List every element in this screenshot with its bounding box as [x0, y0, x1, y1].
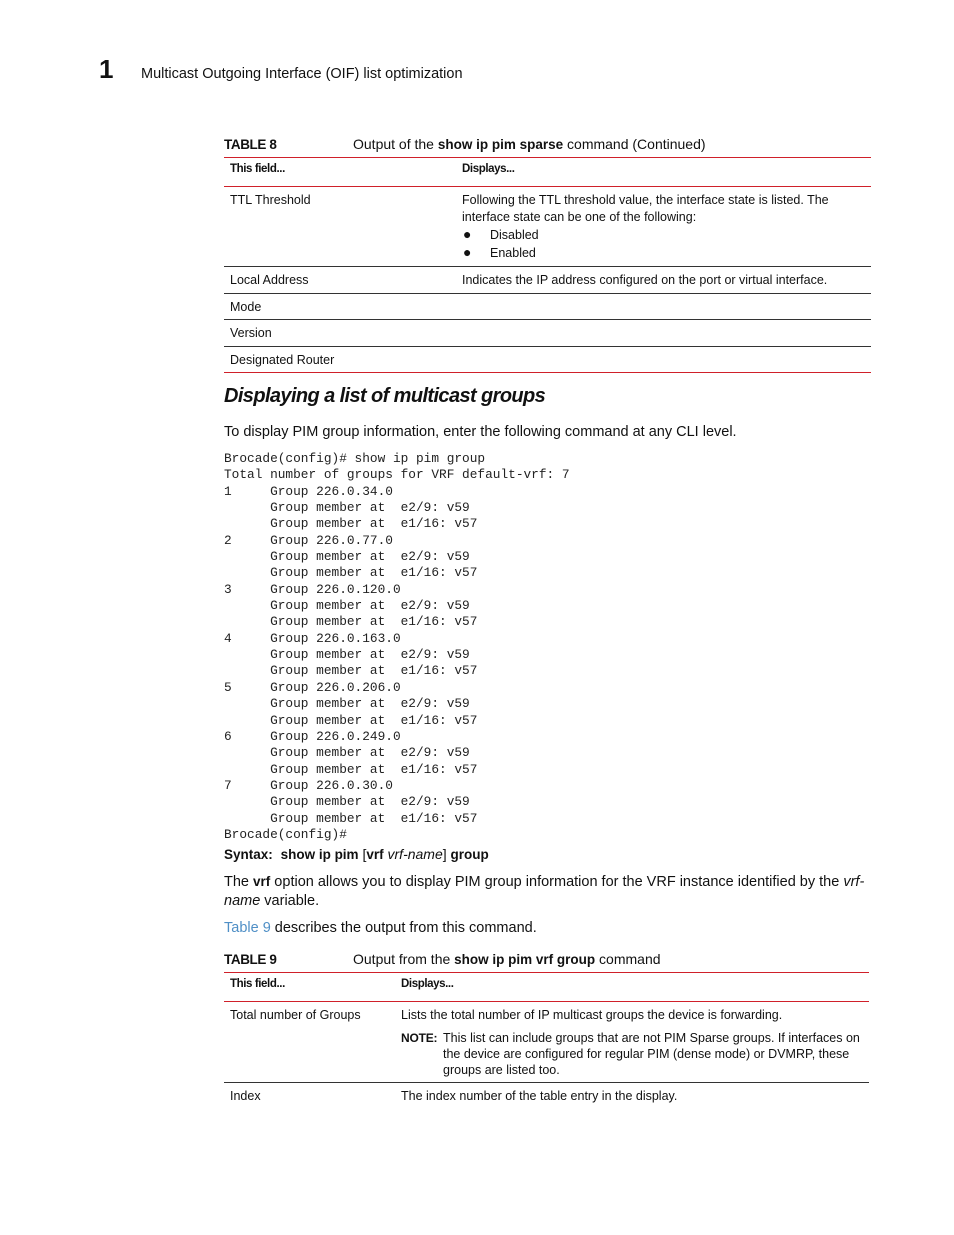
- syntax-vrf-name: vrf-name: [387, 846, 443, 862]
- table-row: [224, 1002, 869, 1083]
- vrf-paragraph-pre: The: [224, 874, 254, 890]
- list-item-label: Enabled: [490, 246, 536, 260]
- table-reference-paragraph: [224, 919, 869, 938]
- bullet-icon: ●: [463, 226, 472, 242]
- vrf-name-variable: vrf-name: [224, 874, 865, 909]
- table-row: [224, 346, 871, 373]
- note-label: NOTE:: [401, 1030, 438, 1045]
- cli-line: 4 Group 226.0.163.0: [224, 630, 401, 646]
- table8-caption-post: command (Continued): [563, 136, 706, 152]
- bullet-icon: ●: [463, 244, 472, 260]
- cli-line: Group member at e1/16: v57: [224, 761, 478, 777]
- cli-line: Group member at e1/16: v57: [224, 810, 478, 826]
- table8-caption-pre: Output of the: [353, 136, 438, 152]
- syntax-bracket-close: ]: [442, 846, 447, 862]
- cli-line: Group member at e1/16: v57: [224, 712, 478, 728]
- table8-col-displays: Displays...: [456, 158, 871, 187]
- syntax-vrf-keyword: vrf: [366, 847, 384, 862]
- vrf-paragraph-post: variable.: [260, 893, 320, 909]
- cli-line: Group member at e2/9: v59: [224, 549, 470, 565]
- syntax-command: show ip pim: [280, 847, 359, 862]
- table9-display-cell: [395, 1002, 869, 1083]
- table9-display: Lists the total number of IP multicast groups the device is forwarding.: [401, 1008, 783, 1022]
- table9-caption-post: command: [595, 951, 661, 967]
- table8-caption-command: show ip pim sparse: [437, 137, 564, 152]
- table9-field: Index: [230, 1088, 261, 1103]
- vrf-paragraph-mid: option allows you to display PIM group information for the VRF instance identified by the: [270, 874, 844, 890]
- syntax-bracket-open: [: [362, 846, 367, 862]
- table9: [224, 972, 869, 1108]
- table8-field: Mode: [224, 293, 456, 320]
- cli-line: 7 Group 226.0.30.0: [224, 777, 393, 793]
- list-item: [462, 226, 865, 244]
- vrf-keyword: vrf: [253, 874, 271, 889]
- cli-line: Group member at e1/16: v57: [224, 565, 478, 581]
- cli-line: 1 Group 226.0.34.0: [224, 483, 393, 499]
- table8-caption: [224, 135, 870, 154]
- syntax-group-keyword: group: [450, 847, 489, 862]
- list-item-label: Disabled: [490, 228, 539, 242]
- table-row: [224, 267, 871, 294]
- cli-output: [224, 451, 570, 843]
- table8-header-row: [224, 158, 871, 187]
- table-row: [224, 320, 871, 347]
- intro-paragraph: To display PIM group information, enter the following command at any CLI level.: [224, 424, 737, 440]
- table8-display: [456, 320, 871, 347]
- table9-caption-command: show ip pim vrf group: [454, 952, 596, 967]
- cli-line: Group member at e2/9: v59: [224, 647, 470, 663]
- cli-line: Total number of groups for VRF default-vrf: 7: [224, 467, 570, 483]
- table9-number: TABLE 9: [224, 952, 277, 967]
- table8-display: [456, 346, 871, 373]
- table9-caption: [224, 950, 870, 969]
- cli-line: 3 Group 226.0.120.0: [224, 581, 401, 597]
- table8-col-field: This field...: [224, 158, 456, 187]
- table9-col-displays: Displays...: [395, 973, 869, 1002]
- syntax-line: [224, 845, 489, 864]
- table8-field: TTL Threshold: [224, 187, 456, 267]
- table8: [224, 157, 871, 373]
- table9-caption-pre: Output from the: [353, 951, 455, 967]
- table8-display: Indicates the IP address configured on the port or virtual interface.: [456, 267, 871, 294]
- table9-link[interactable]: Table 9: [224, 920, 271, 936]
- cli-line: Group member at e2/9: v59: [224, 696, 470, 712]
- table8-field: Version: [224, 320, 456, 347]
- table8-display: Following the TTL threshold value, the interface state is listed. The interface state can be one of the following:: [462, 193, 829, 224]
- note-text: This list can include groups that are not PIM Sparse groups. If interfaces on the device are configured for regular PIM (dense mode) or DVMRP, these groups are listed too.: [443, 1030, 860, 1077]
- cli-line: Group member at e2/9: v59: [224, 745, 470, 761]
- table-row: [224, 187, 871, 267]
- cli-line: Group member at e1/16: v57: [224, 516, 478, 532]
- syntax-label: Syntax:: [224, 847, 273, 862]
- cli-line: Group member at e2/9: v59: [224, 598, 470, 614]
- cli-line: 6 Group 226.0.249.0: [224, 728, 401, 744]
- table9-col-field: This field...: [224, 973, 395, 1002]
- cli-line: Group member at e1/16: v57: [224, 663, 478, 679]
- cli-line: Brocade(config)#: [224, 826, 347, 842]
- table8-number: TABLE 8: [224, 137, 277, 152]
- cli-line: 2 Group 226.0.77.0: [224, 532, 393, 548]
- vrf-paragraph: [224, 872, 869, 911]
- table-reference-text: describes the output from this command.: [270, 920, 537, 936]
- cli-line: Group member at e1/16: v57: [224, 614, 478, 630]
- list-item: [462, 244, 865, 262]
- chapter-number: 1: [99, 54, 114, 84]
- table8-display-cell: [456, 187, 871, 267]
- table-row: [224, 293, 871, 320]
- cli-line: Brocade(config)# show ip pim group: [224, 451, 486, 466]
- table8-field: Local Address: [224, 267, 456, 294]
- table9-header-row: [224, 973, 869, 1002]
- cli-line: 5 Group 226.0.206.0: [224, 679, 401, 695]
- running-title: Multicast Outgoing Interface (OIF) list optimization: [141, 66, 463, 82]
- section-heading: Displaying a list of multicast groups: [224, 385, 546, 407]
- note-block: [401, 1030, 863, 1078]
- cli-line: Group member at e2/9: v59: [224, 500, 470, 516]
- state-list: [462, 226, 865, 262]
- table8-field: Designated Router: [224, 346, 456, 373]
- table9-field: Total number of Groups: [224, 1002, 395, 1083]
- table-row: [224, 1082, 869, 1108]
- cli-line: Group member at e2/9: v59: [224, 794, 470, 810]
- table9-display: The index number of the table entry in the display.: [401, 1088, 678, 1103]
- table8-display: [456, 293, 871, 320]
